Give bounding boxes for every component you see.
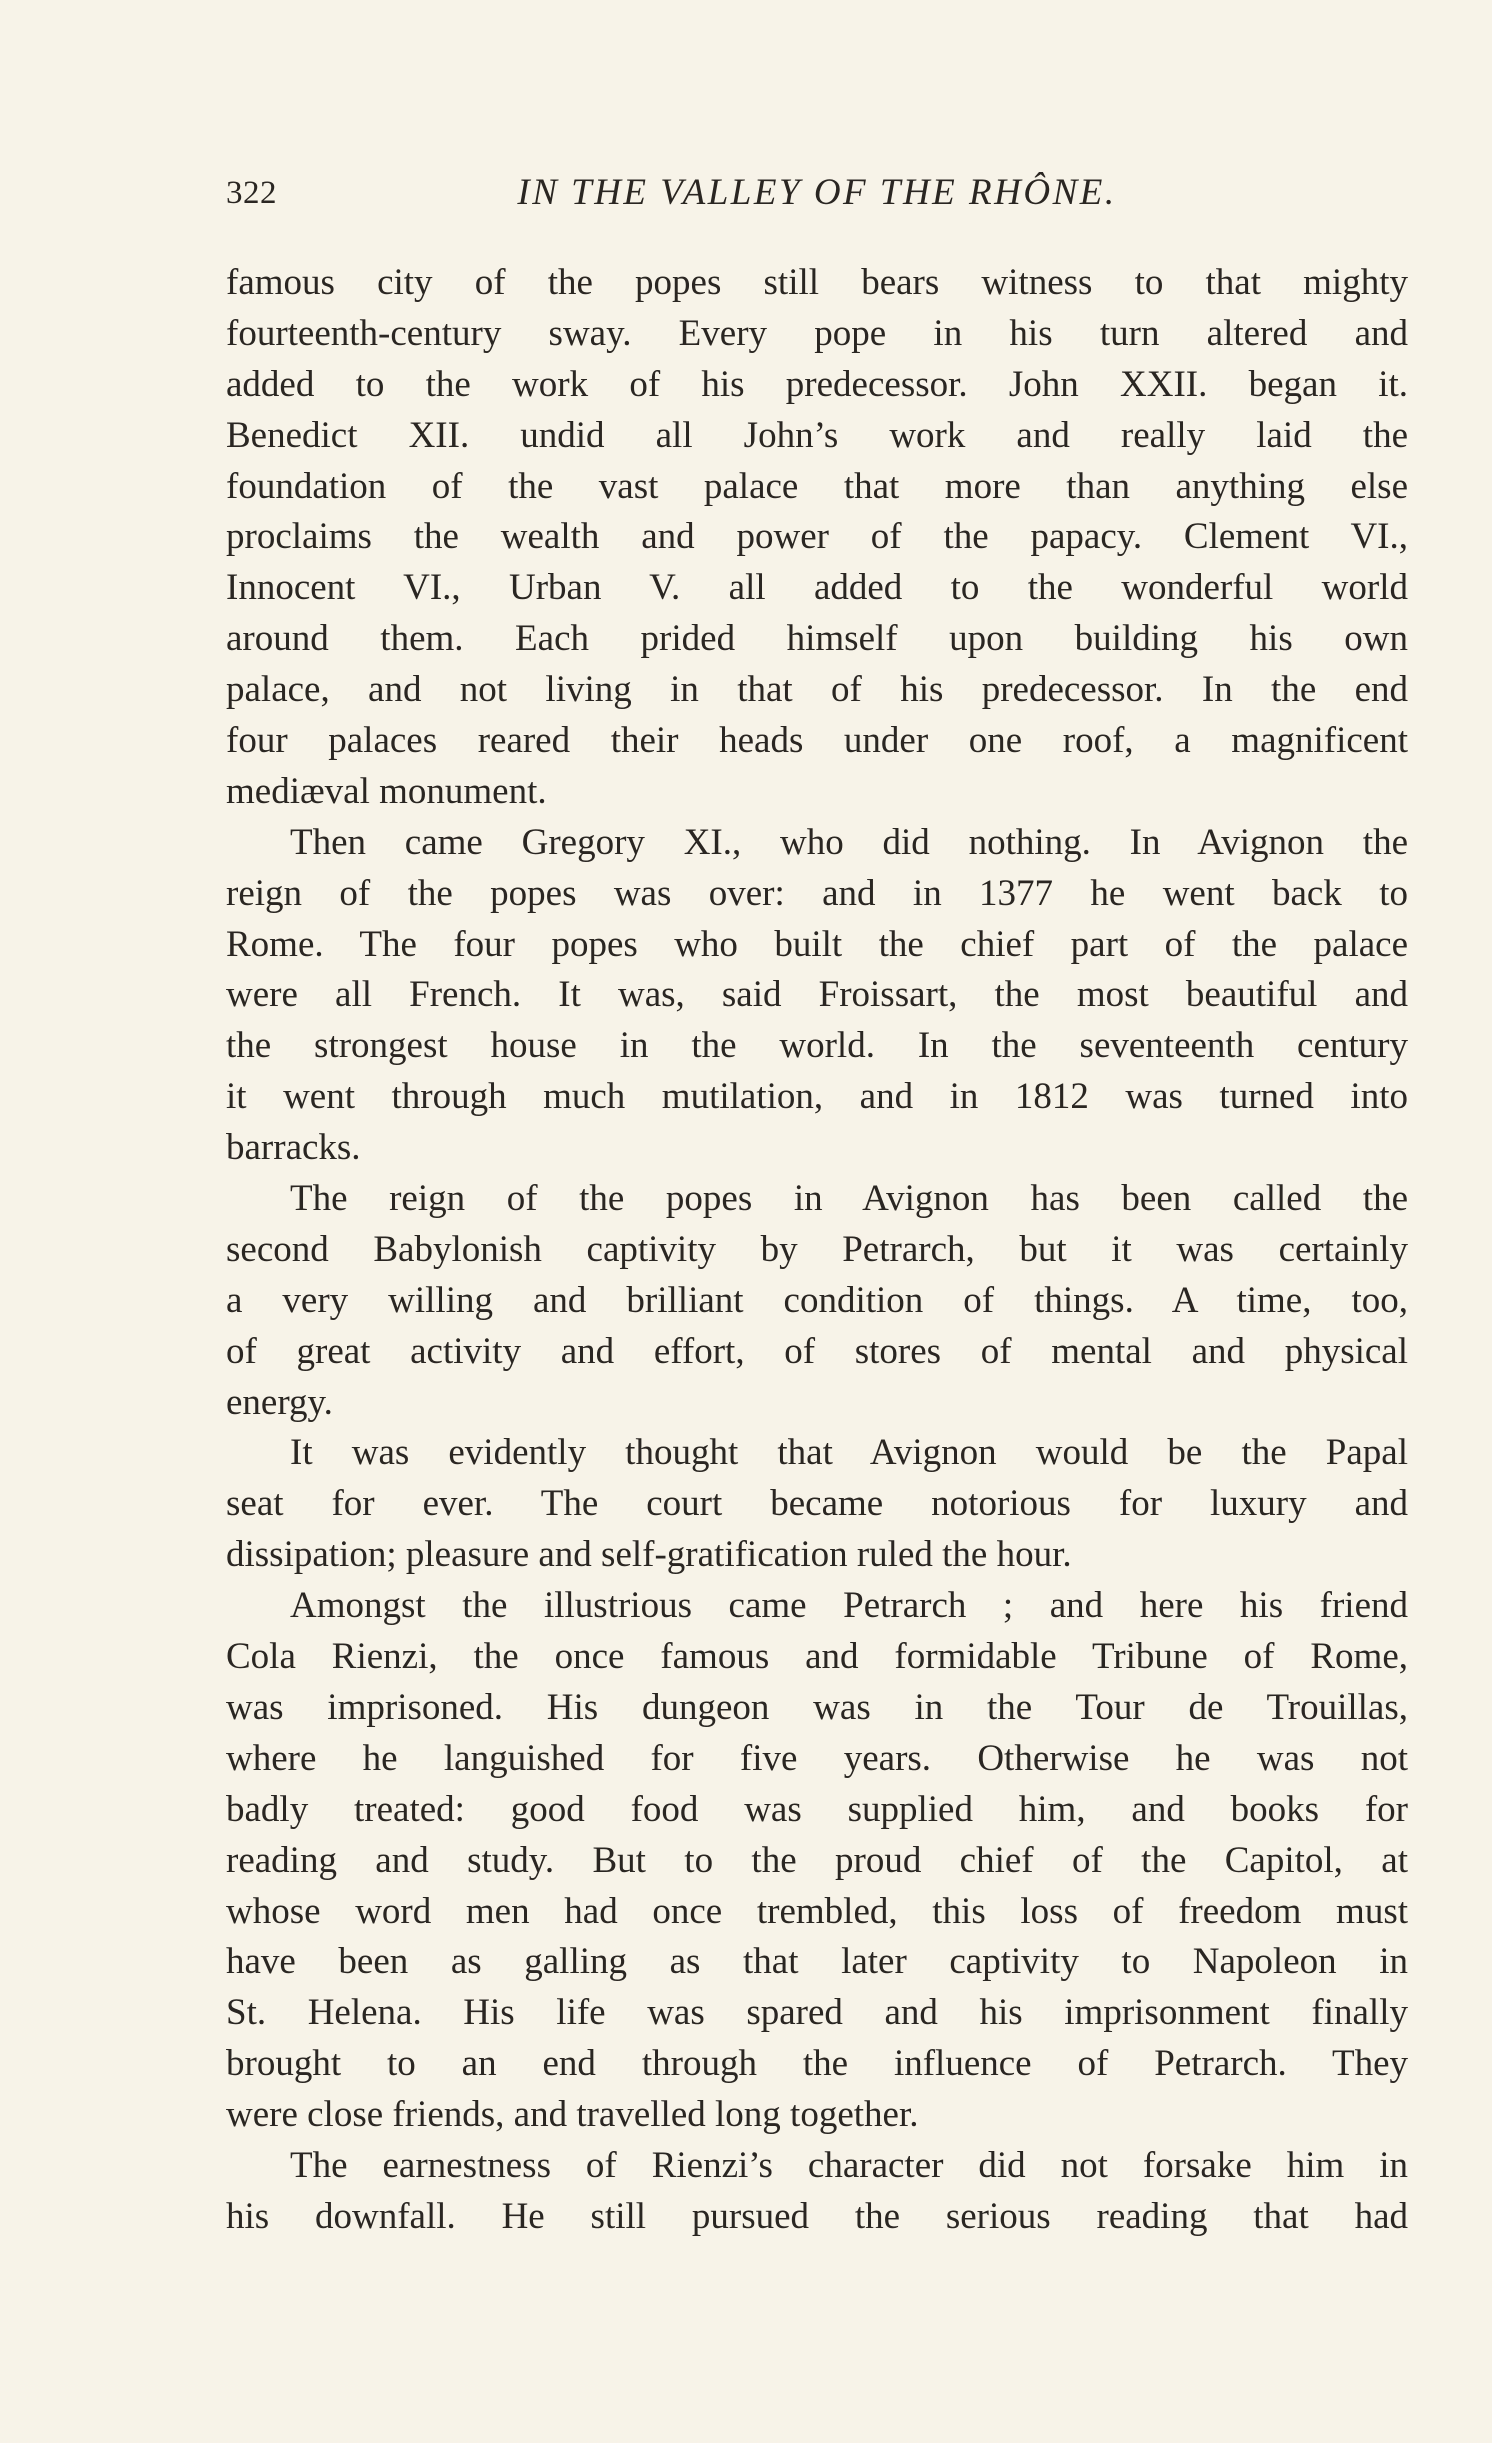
text-line: foundation of the vast palace that more than anything else: [226, 465, 1408, 507]
text-line: Amongst the illustrious came Petrarch ; and here his friend: [290, 1585, 1408, 1627]
text-line: it went through much mutilation, and in 1812 was turned into: [226, 1076, 1408, 1118]
text-line: It was evidently thought that Avignon would be the Papal: [290, 1432, 1408, 1474]
text-line: added to the work of his predecessor. John XXII. began it.: [226, 363, 1408, 405]
page-number: 322: [226, 175, 277, 211]
text-line: The reign of the popes in Avignon has been called the: [290, 1178, 1408, 1220]
text-line: a very willing and brilliant condition of things. A time, too,: [226, 1279, 1408, 1321]
text-line: mediæval monument.: [226, 770, 547, 812]
text-line: where he languished for five years. Otherwise he was not: [226, 1737, 1408, 1779]
text-line: around them. Each prided himself upon building his own: [226, 618, 1408, 660]
text-line: The earnestness of Rienzi’s character did not forsake him in: [290, 2144, 1408, 2186]
text-line: Rome. The four popes who built the chief part of the palace: [226, 923, 1408, 965]
text-line: energy.: [226, 1381, 333, 1423]
text-line: Innocent VI., Urban V. all added to the wonderful world: [226, 567, 1408, 609]
text-line: his downfall. He still pursued the serious reading that had: [226, 2195, 1408, 2237]
text-line: second Babylonish captivity by Petrarch, but it was certainly: [226, 1228, 1408, 1270]
text-line: was imprisoned. His dungeon was in the Tour de Trouillas,: [226, 1686, 1408, 1728]
text-line: of great activity and effort, of stores of mental and physical: [226, 1330, 1408, 1372]
text-line: reading and study. But to the proud chief of the Capitol, at: [226, 1839, 1408, 1881]
text-line: St. Helena. His life was spared and his imprisonment finally: [226, 1992, 1408, 2034]
text-line: whose word men had once trembled, this loss of freedom must: [226, 1890, 1408, 1932]
text-line: badly treated: good food was supplied him, and books for: [226, 1788, 1408, 1830]
text-line: four palaces reared their heads under one roof, a magnificent: [226, 720, 1408, 762]
text-line: famous city of the popes still bears witness to that mighty: [226, 262, 1408, 303]
text-line: dissipation; pleasure and self-gratification ruled the hour.: [226, 1534, 1072, 1576]
text-line: barracks.: [226, 1127, 361, 1169]
text-line: fourteenth-century sway. Every pope in his turn altered and: [226, 312, 1408, 354]
text-line: were close friends, and travelled long together.: [226, 2094, 919, 2136]
text-line: the strongest house in the world. In the seventeenth century: [226, 1025, 1408, 1067]
text-line: Benedict XII. undid all John’s work and really laid the: [226, 414, 1408, 456]
text-line: Cola Rienzi, the once famous and formidable Tribune of Rome,: [226, 1636, 1408, 1678]
text-line: were all French. It was, said Froissart, the most beautiful and: [226, 974, 1408, 1016]
text-line: seat for ever. The court became notorious for luxury and: [226, 1483, 1408, 1525]
text-line: palace, and not living in that of his predecessor. In the end: [226, 669, 1408, 711]
text-line: reign of the popes was over: and in 1377 he went back to: [226, 872, 1408, 914]
body-text: [226, 258, 1408, 2243]
text-line: brought to an end through the influence of Petrarch. They: [226, 2043, 1408, 2085]
text-line: Then came Gregory XI., who did nothing. In Avignon the: [290, 821, 1408, 863]
text-line: proclaims the wealth and power of the papacy. Clement VI.,: [226, 516, 1408, 558]
text-line: have been as galling as that later captivity to Napoleon in: [226, 1941, 1408, 1983]
page-header: [226, 168, 1408, 218]
running-head: IN THE VALLEY OF THE RHÔNE.: [517, 172, 1117, 213]
